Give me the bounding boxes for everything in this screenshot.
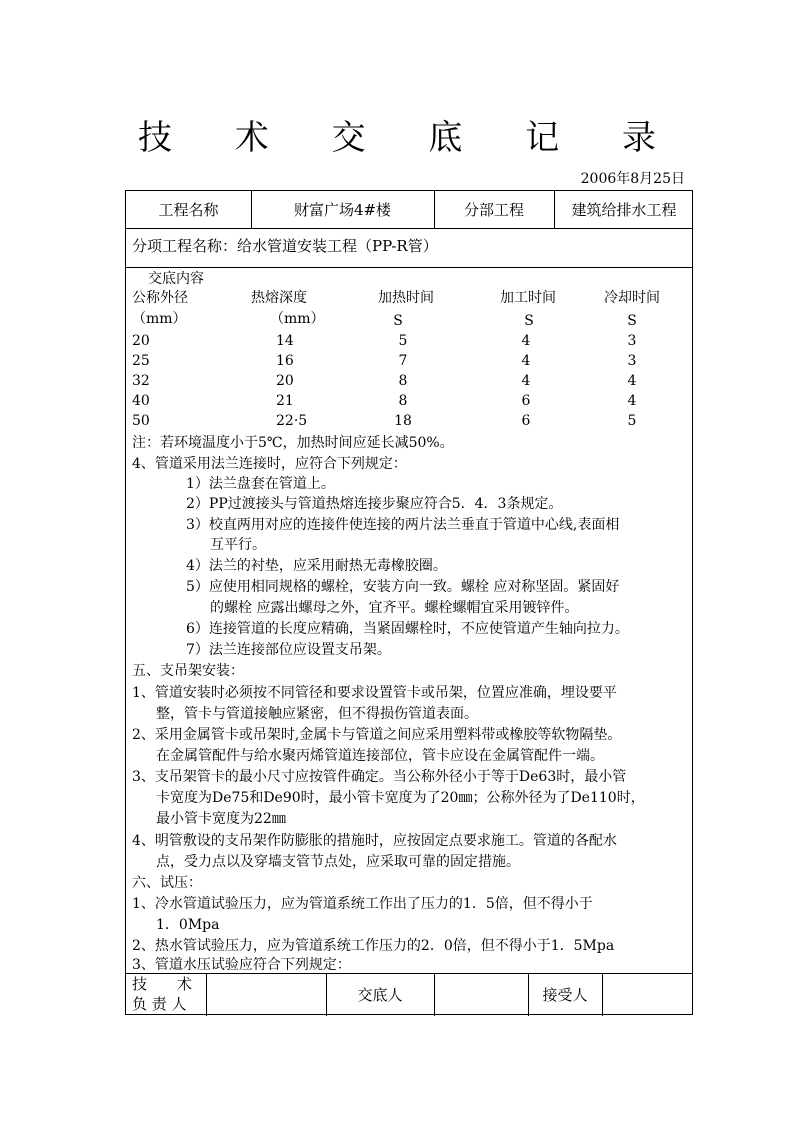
table-cell: 18 xyxy=(394,413,412,429)
table-cell: 20 xyxy=(132,333,150,349)
paragraph-line: 1、管道安装时必须按不同管径和要求设置管卡或吊架，位置应准确，埋设要平 xyxy=(132,685,617,701)
tech-lead-label-line2: 负 责 人 xyxy=(132,995,187,1013)
divider xyxy=(126,267,692,268)
table-cell: 3 xyxy=(627,333,637,349)
project-name-value: 财富广场4#楼 xyxy=(293,200,392,219)
table-cell: 20 xyxy=(276,373,294,389)
table-cell: 4 xyxy=(521,353,531,369)
table-cell: 4 xyxy=(521,333,531,349)
paragraph-line: 点，受力点以及穿墙支管节点处，应采取可靠的固定措施。 xyxy=(156,854,520,870)
project-name-label: 工程名称 xyxy=(158,200,219,219)
list-item: 2）PP过渡接头与管道热熔连接步聚应符合5．4．3条规定。 xyxy=(186,496,563,512)
column-header: 加热时间 xyxy=(378,290,434,306)
table-cell: 5 xyxy=(627,413,637,429)
table-cell: 4 xyxy=(627,393,637,409)
paragraph-line: 卡宽度为De75和De90时，最小管卡宽度为了20㎜；公称外径为了De110时， xyxy=(156,790,645,806)
presenter-label: 交底人 xyxy=(357,985,403,1004)
column-unit: S xyxy=(393,313,403,329)
content-heading: 交底内容 xyxy=(148,271,204,287)
document-date: 2006年8月25日 xyxy=(580,171,685,187)
list-item: 1）法兰盘套在管道上。 xyxy=(186,476,335,492)
table-cell: 8 xyxy=(398,393,408,409)
column-header: 热熔深度 xyxy=(251,290,307,306)
division-value: 建筑给排水工程 xyxy=(571,200,677,219)
paragraph-line: 3、支吊架管卡的最小尺寸应按管件确定。当公称外径小于等于De63时，最小管 xyxy=(132,769,627,785)
list-item-continued: 互平行。 xyxy=(210,537,266,553)
paragraph-line: 最小管卡宽度为22㎜ xyxy=(156,811,286,827)
note-line: 注：若环境温度小于5℃，加热时间应延长减50%。 xyxy=(132,435,454,451)
column-header: 加工时间 xyxy=(500,290,556,306)
divider xyxy=(251,191,252,228)
paragraph-line: 2、采用金属管卡或吊架时,金属卡与管道之间应采用塑料带或橡胶等软物隔垫。 xyxy=(132,727,622,743)
table-cell: 40 xyxy=(132,393,150,409)
table-cell: 3 xyxy=(627,353,637,369)
section-heading: 六、试压： xyxy=(132,875,202,891)
column-unit: （mm） xyxy=(132,311,187,327)
paragraph-line: 2、热水管试验压力，应为管道系统工作压力的2．0倍，但不得小于1．5Mpa xyxy=(132,938,615,954)
table-cell: 50 xyxy=(132,413,150,429)
list-item-continued: 的螺栓 应露出螺母之外，宜齐平。螺栓螺帽宜采用镀锌件。 xyxy=(210,600,579,616)
record-table xyxy=(125,190,693,1015)
table-cell: 25 xyxy=(132,353,150,369)
table-cell: 6 xyxy=(521,413,531,429)
section-heading: 五、支吊架安装： xyxy=(132,663,244,679)
list-item: 7）法兰连接部位应设置支吊架。 xyxy=(186,642,391,658)
subitem-name: 分项工程名称：给水管道安装工程（PP-R管） xyxy=(132,237,438,255)
list-item: 3）校直两用对应的连接件使连接的两片法兰垂直于管道中心线,表面相 xyxy=(186,517,620,533)
list-item: 5）应使用相同规格的螺栓，安装方向一致。螺栓 应对称坚固。紧固好 xyxy=(186,579,620,595)
paragraph-line: 1．0Mpa xyxy=(156,917,220,933)
tech-lead-label-line1: 技 术 xyxy=(132,975,193,993)
column-unit: S xyxy=(627,313,637,329)
divider xyxy=(434,191,435,228)
column-header: 公称外径 xyxy=(132,290,188,306)
list-item: 4）法兰的衬垫，应采用耐热无毒橡胶圈。 xyxy=(186,558,447,574)
column-unit: （mm） xyxy=(270,311,325,327)
divider xyxy=(554,191,555,228)
paragraph-line: 4、明管敷设的支吊架作防膨胀的措施时，应按固定点要求施工。管道的各配水 xyxy=(132,833,617,849)
divider xyxy=(602,973,603,1016)
paragraph-line: 整，管卡与管道接触应紧密，但不得损伤管道表面。 xyxy=(156,706,478,722)
paragraph-line: 在金属管配件与给水聚丙烯管道连接部位，管卡应设在金属管配件一端。 xyxy=(156,748,604,764)
section-line: 4、管道采用法兰连接时，应符合下列规定： xyxy=(132,456,407,472)
table-cell: 5 xyxy=(398,333,408,349)
divider xyxy=(126,228,692,229)
table-cell: 16 xyxy=(276,353,294,369)
table-cell: 4 xyxy=(521,373,531,389)
paragraph-line: 1、冷水管道试验压力，应为管道系统工作出了压力的1．5倍，但不得小于 xyxy=(132,896,593,912)
divider xyxy=(206,973,207,1016)
paragraph-line: 3、管道水压试验应符合下列规定： xyxy=(132,957,351,973)
document-title: 技 术 交 底 记 录 xyxy=(137,118,683,158)
table-cell: 8 xyxy=(398,373,408,389)
column-unit: S xyxy=(524,313,534,329)
table-cell: 4 xyxy=(627,373,637,389)
column-header: 冷却时间 xyxy=(604,290,660,306)
table-cell: 14 xyxy=(276,333,294,349)
table-cell: 32 xyxy=(132,373,150,389)
table-cell: 6 xyxy=(521,393,531,409)
table-cell: 21 xyxy=(276,393,294,409)
receiver-label: 接受人 xyxy=(542,985,588,1004)
table-cell: 22·5 xyxy=(276,413,308,429)
list-item: 6）连接管道的长度应精确，当紧固螺栓时，不应使管道产生轴向拉力。 xyxy=(186,621,629,637)
table-cell: 7 xyxy=(398,353,408,369)
divider xyxy=(434,973,435,1016)
division-label: 分部工程 xyxy=(463,200,524,219)
